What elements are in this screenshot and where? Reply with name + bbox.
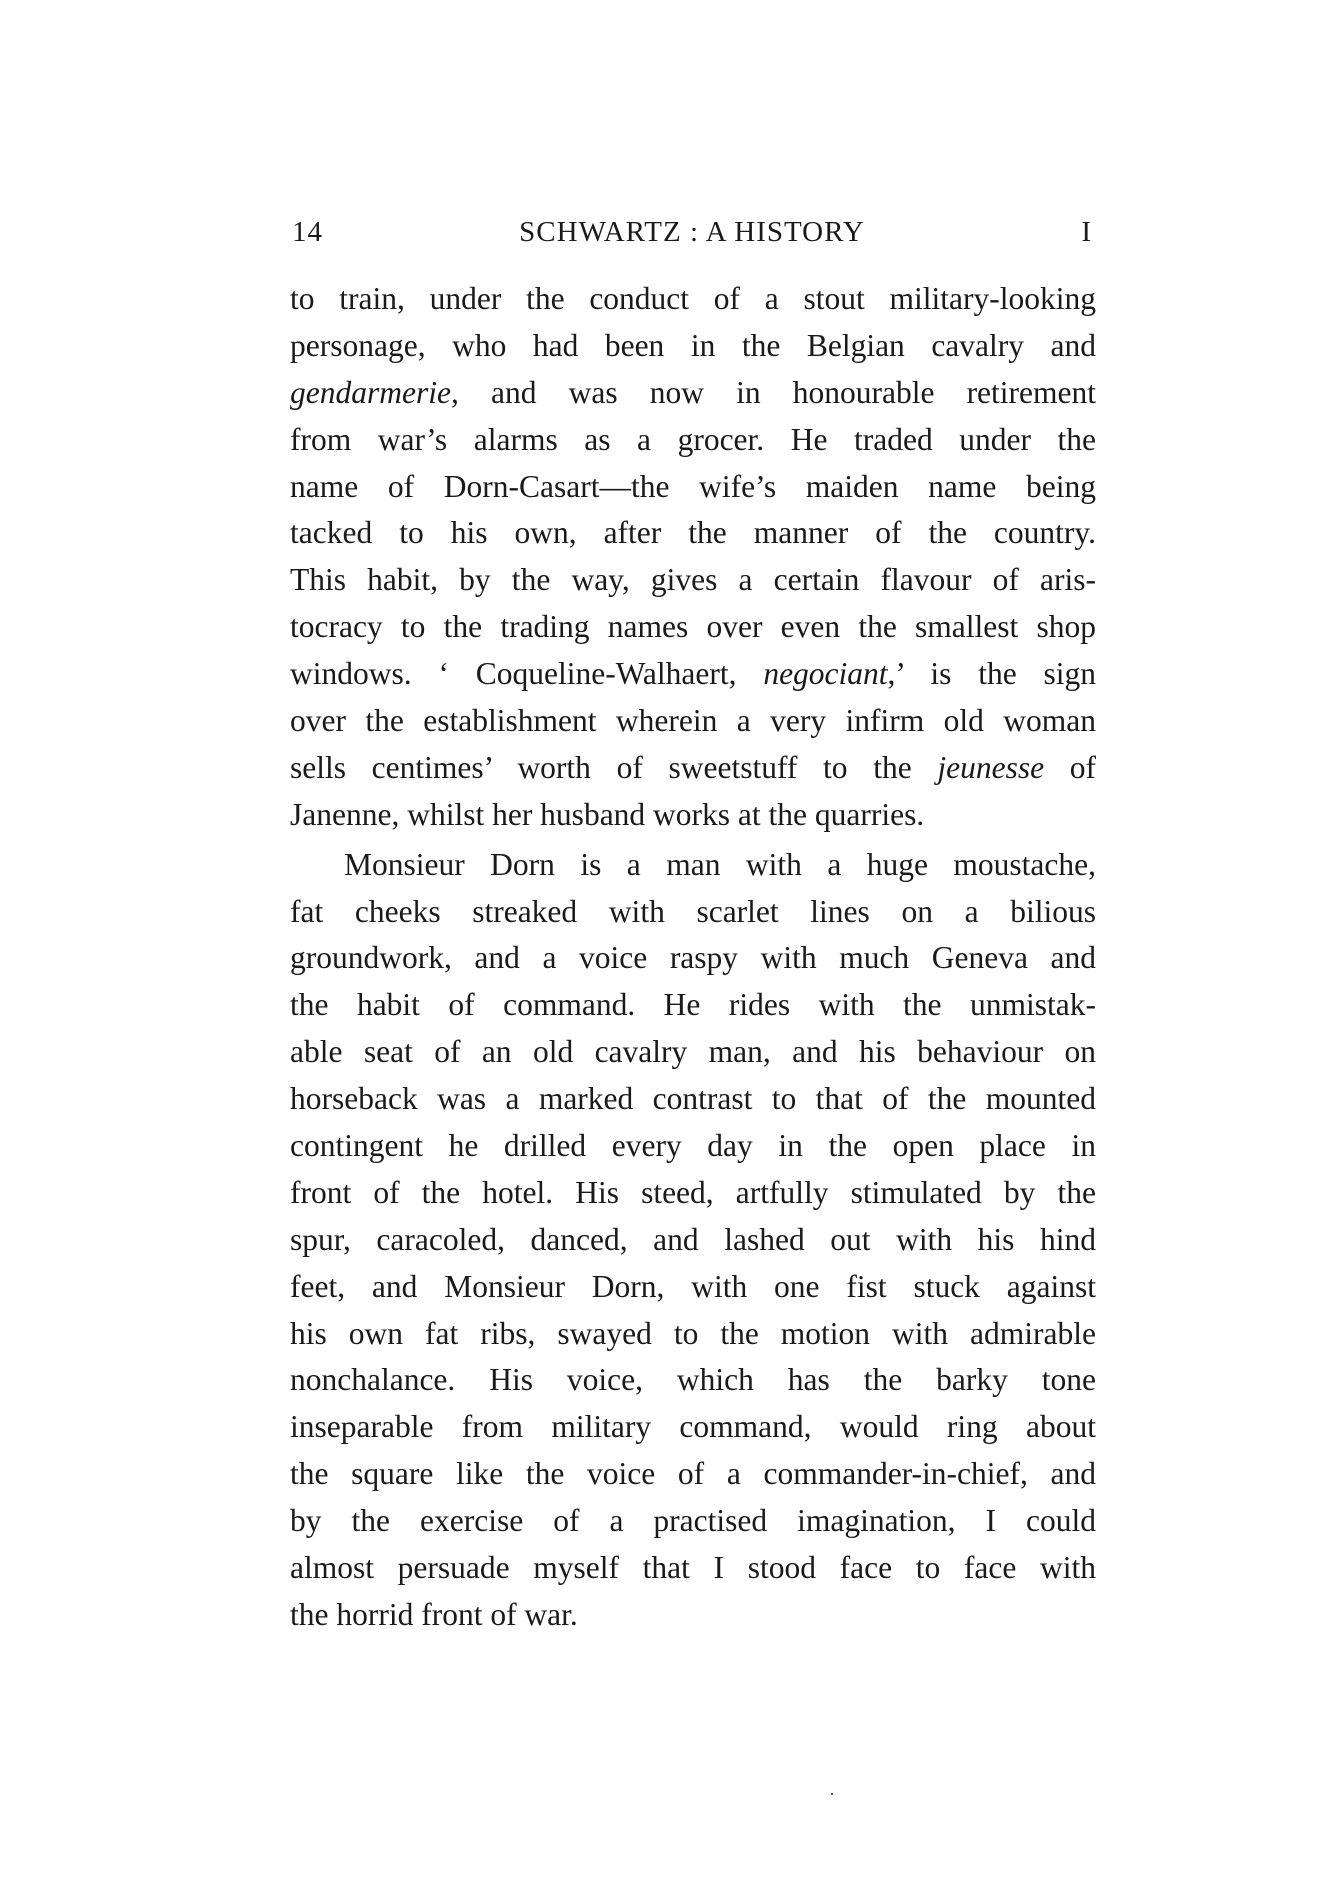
text-line: nonchalance. His voice, which has the barky tone xyxy=(290,1362,1096,1398)
chapter-number: I xyxy=(1081,216,1092,248)
text-line: almost persuade myself that I stood face to face with xyxy=(290,1550,1096,1586)
text-line: the horrid front of war. xyxy=(290,1596,578,1632)
text-line: contingent he drilled every day in the open place in xyxy=(290,1128,1096,1164)
italic-word: gendarmerie xyxy=(290,374,451,410)
text-line: spur, caracoled, danced, and lashed out with his hind xyxy=(290,1221,1096,1257)
text-line: horseback was a marked contrast to that of the mounted xyxy=(290,1081,1096,1117)
text-line: the habit of command. He rides with the unmistak- xyxy=(290,987,1096,1023)
text-line: able seat of an old cavalry man, and his behaviour on xyxy=(290,1034,1096,1070)
text-line: This habit, by the way, gives a certain flavour of aris- xyxy=(290,562,1096,598)
text-line: over the establishment wherein a very infirm old woman xyxy=(290,703,1096,739)
print-speck xyxy=(831,1793,833,1795)
text-line: inseparable from military command, would ring about xyxy=(290,1409,1096,1445)
text-line: feet, and Monsieur Dorn, with one fist stuck against xyxy=(290,1268,1096,1304)
paragraph xyxy=(290,842,1096,1639)
running-title: SCHWARTZ : A HISTORY xyxy=(519,216,865,248)
text-line: his own fat ribs, swayed to the motion with admirable xyxy=(290,1315,1096,1351)
text-line: windows. ‘ Coqueline-Walhaert, negociant,’ is the sign xyxy=(290,656,1097,692)
text-line: by the exercise of a practised imagination, I could xyxy=(290,1503,1096,1539)
text-line: personage, who had been in the Belgian cavalry and xyxy=(290,327,1096,363)
text-line: gendarmerie, and was now in honourable retirement xyxy=(290,374,1096,410)
text-line: Janenne, whilst her husband works at the quarries. xyxy=(290,796,925,832)
text-line: name of Dorn-Casart—the wife’s maiden name being xyxy=(290,468,1096,504)
text-line: to train, under the conduct of a stout military-looking xyxy=(290,281,1096,316)
page-header xyxy=(292,216,1092,256)
text-line: tacked to his own, after the manner of the country. xyxy=(290,515,1096,551)
text-line: tocracy to the trading names over even the smallest shop xyxy=(290,609,1096,645)
page-number: 14 xyxy=(292,216,323,248)
text-line: Monsieur Dorn is a man with a huge moustache, xyxy=(344,846,1096,882)
text-line: fat cheeks streaked with scarlet lines on a bilious xyxy=(290,893,1096,929)
text-line: sells centimes’ worth of sweetstuff to the jeunesse of xyxy=(290,749,1096,785)
paragraph xyxy=(290,276,1096,839)
italic-word: negociant xyxy=(763,656,888,692)
text-line: from war’s alarms as a grocer. He traded under the xyxy=(290,421,1096,457)
text-line: the square like the voice of a commander-in-chief, and xyxy=(290,1456,1096,1492)
body-text xyxy=(290,276,1096,1639)
text-line: groundwork, and a voice raspy with much Geneva and xyxy=(290,940,1096,976)
text-line: front of the hotel. His steed, artfully stimulated by the xyxy=(290,1174,1096,1210)
italic-word: jeunesse xyxy=(937,749,1045,785)
